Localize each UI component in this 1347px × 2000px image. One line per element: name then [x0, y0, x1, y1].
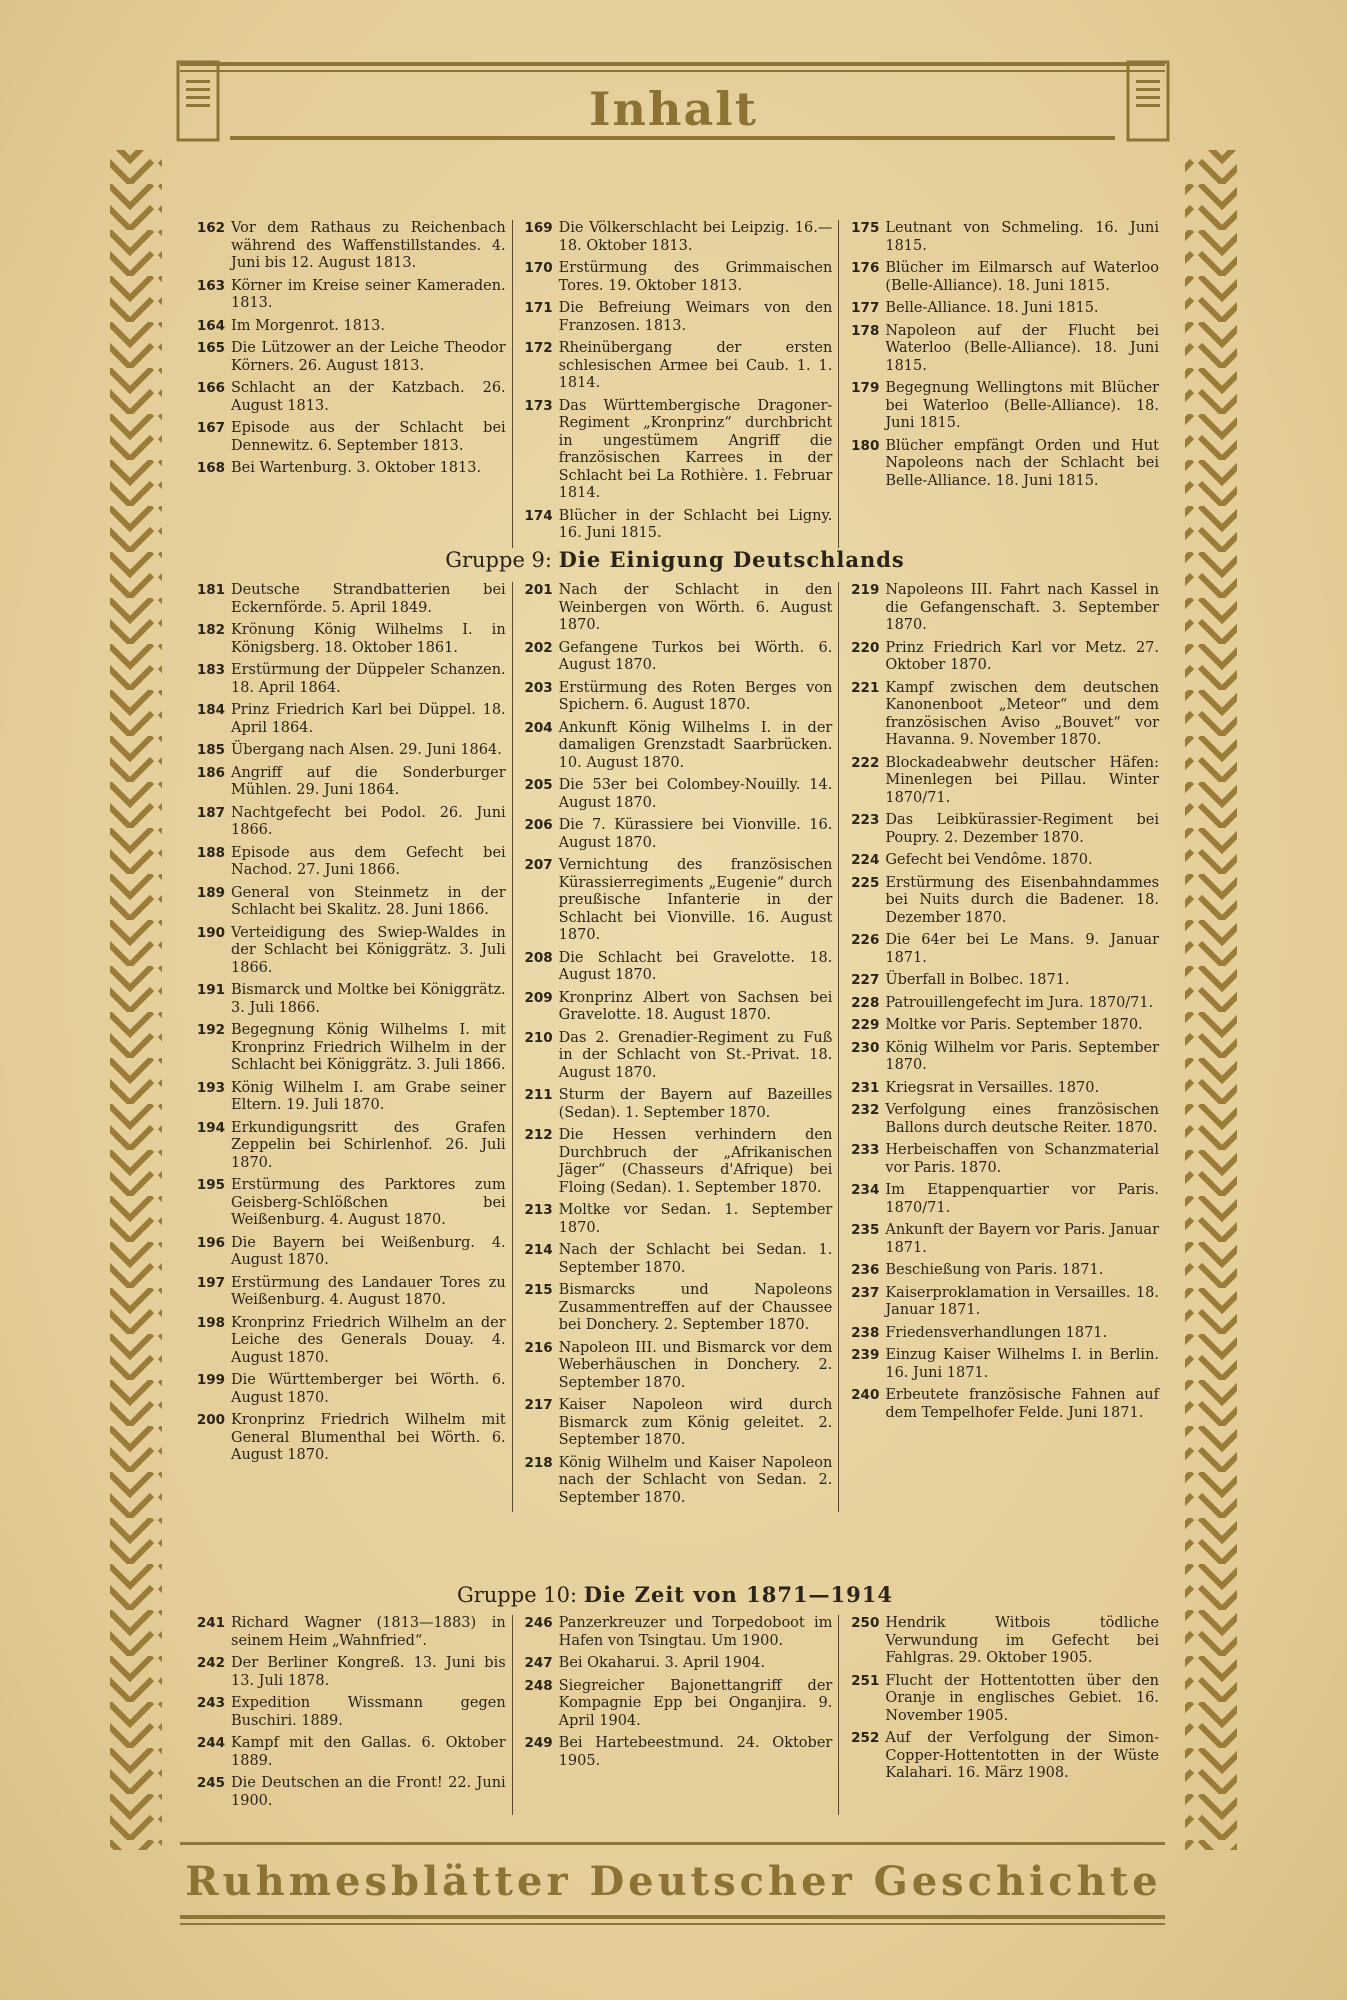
entry-number: 235 [851, 1222, 880, 1238]
entry-number: 192 [196, 1022, 225, 1038]
entry-number: 166 [196, 380, 225, 396]
entry-text: Erstürmung des Grimmaischen Tores. 19. Oktober 1813. [558, 260, 833, 294]
entry-number: 199 [196, 1372, 225, 1388]
entry-text: Blockadeabwehr deutscher Häfen: Minenlegen bei Pillau. Winter 1870/71. [885, 754, 1160, 806]
entry-text: Episode aus dem Gefecht bei Nachod. 27. Juni 1866. [231, 844, 506, 878]
entry-number: 196 [196, 1234, 225, 1251]
group9-section [185, 582, 1165, 1512]
entry-text: Bei Hartebeestmund. 24. Oktober 1905. [558, 1735, 833, 1769]
entry-text: Expedition Wissmann gegen Buschiri. 1889. [231, 1695, 506, 1729]
entry-text: Napoleons III. Fahrt nach Kassel in die Gefangenschaft. 3. September 1870. [885, 582, 1160, 633]
entry-text: Die Völkerschlacht bei Leipzig. 16.—18. Oktober 1813. [558, 220, 833, 254]
toc-entry [845, 1040, 1159, 1075]
toc-entry [191, 662, 506, 697]
entry-text: Die Schlacht bei Gravelotte. 18. August 1870. [558, 949, 833, 983]
toc-entry [191, 885, 506, 920]
entry-text: Napoleon III. und Bismarck vor dem Weberhäuschen in Donchery. 2. September 1870. [558, 1339, 833, 1391]
entry-text: Blücher im Eilmarsch auf Waterloo (Belle-Alliance). 18. Juni 1815. [885, 260, 1160, 294]
toc-entry [519, 1030, 833, 1083]
toc-column [838, 220, 1165, 548]
toc-entry [191, 622, 506, 657]
entry-number: 207 [524, 857, 553, 873]
toc-entry [845, 995, 1159, 1013]
entry-number: 181 [196, 582, 225, 598]
entry-text: Die Befreiung Weimars von den Franzosen. 1813. [558, 300, 833, 334]
entry-text: Begegnung König Wilhelms I. mit Kronprinz Friedrich Wilhelm in der Schlacht bei Königgrätz. 3. Juli 1866. [231, 1022, 506, 1073]
toc-entry [191, 1695, 506, 1730]
entry-text: Herbeischaffen von Schanzmaterial vor Paris. 1870. [885, 1142, 1160, 1176]
toc-entry [845, 1673, 1159, 1726]
entry-text: Ankunft König Wilhelms I. in der damaligen Grenzstadt Saarbrücken. 10. August 1870. [558, 719, 833, 771]
toc-entry [191, 765, 506, 800]
entry-number: 250 [851, 1615, 880, 1631]
entry-number: 209 [524, 989, 553, 1006]
toc-entry [519, 260, 833, 295]
entry-number: 162 [196, 220, 225, 236]
entry-number: 228 [851, 994, 880, 1011]
entry-text: Verfolgung eines französischen Ballons durch deutsche Reiter. 1870. [885, 1102, 1160, 1136]
toc-entry [519, 1282, 833, 1335]
entry-text: Krönung König Wilhelms I. in Königsberg. 18. Oktober 1861. [231, 622, 506, 656]
toc-entry [845, 300, 1159, 318]
entry-number: 189 [196, 884, 225, 901]
entry-number: 252 [851, 1730, 880, 1746]
entry-text: Nach der Schlacht bei Sedan. 1. September 1870. [558, 1242, 833, 1276]
toc-entry [845, 1080, 1159, 1098]
group10-label: Gruppe 10: [456, 1583, 578, 1607]
entry-number: 225 [851, 874, 880, 891]
entry-number: 242 [196, 1655, 225, 1671]
entry-text: Siegreicher Bajonettangriff der Kompagnie Epp bei Onganjira. 9. April 1904. [558, 1677, 833, 1729]
toc-entry [519, 680, 833, 715]
toc-entry [845, 972, 1159, 990]
toc-entry [191, 845, 506, 880]
entry-text: Beschießung von Paris. 1871. [885, 1262, 1104, 1278]
entry-number: 208 [524, 949, 553, 966]
entry-text: Belle-Alliance. 18. Juni 1815. [885, 300, 1099, 316]
toc-entry [519, 950, 833, 985]
entry-text: Kaiserproklamation in Versailles. 18. Januar 1871. [885, 1284, 1160, 1318]
entry-text: Das Württembergische Dragoner-Regiment „Kronprinz“ durchbricht in ungestümem Angriff die französischen Karrees in der Schlacht bei La Rothière. 1. Februar 1814. [558, 397, 833, 501]
toc-entry [519, 1242, 833, 1277]
toc-entry [191, 318, 506, 336]
page-title: Inhalt [589, 82, 758, 136]
entry-text: Die 7. Kürassiere bei Vionville. 16. August 1870. [558, 817, 833, 851]
entry-text: Einzug Kaiser Wilhelms I. in Berlin. 16. Juni 1871. [885, 1347, 1160, 1381]
toc-entry [191, 1735, 506, 1770]
toc-entry [191, 220, 506, 273]
toc-entry [191, 278, 506, 313]
toc-entry [519, 1127, 833, 1197]
toc-entry [519, 582, 833, 635]
toc-column [185, 582, 512, 1512]
toc-entry [845, 875, 1159, 928]
entry-text: Im Etappenquartier vor Paris. 1870/71. [885, 1182, 1160, 1216]
toc-entry [845, 1347, 1159, 1382]
entry-text: Die Württemberger bei Wörth. 6. August 1870. [231, 1372, 506, 1406]
group9-heading [185, 545, 1165, 575]
toc-entry [519, 508, 833, 543]
toc-entry [191, 582, 506, 617]
bottom-rule [180, 1842, 1165, 1845]
entry-text: Blücher empfängt Orden und Hut Napoleons nach der Schlacht bei Belle-Alliance. 18. Juni 1815. [885, 437, 1160, 489]
entry-number: 186 [196, 764, 225, 781]
entry-text: Bismarck und Moltke bei Königgrätz. 3. Juli 1866. [231, 982, 506, 1016]
toc-entry [845, 680, 1159, 750]
toc-entry [191, 460, 506, 478]
entry-number: 236 [851, 1262, 880, 1278]
toc-entry [519, 1678, 833, 1731]
toc-entry [519, 1655, 833, 1673]
entry-number: 246 [524, 1615, 553, 1631]
toc-entry [845, 323, 1159, 376]
entry-text: Richard Wagner (1813—1883) in seinem Heim „Wahnfried“. [231, 1615, 506, 1649]
entry-number: 169 [524, 220, 553, 236]
entry-number: 206 [524, 817, 553, 833]
entry-text: Erbeutete französische Fahnen auf dem Tempelhofer Felde. Juni 1871. [885, 1387, 1160, 1421]
group10-title: Die Zeit von 1871—1914 [583, 1582, 894, 1607]
toc-entry [191, 420, 506, 455]
entry-number: 222 [851, 754, 880, 771]
entry-text: Rheinübergang der ersten schlesischen Armee bei Caub. 1. 1. 1814. [558, 340, 833, 391]
toc-entry [519, 1615, 833, 1650]
entry-number: 191 [196, 982, 225, 998]
entry-text: König Wilhelm I. am Grabe seiner Eltern. 19. Juli 1870. [231, 1079, 506, 1113]
entry-number: 202 [524, 639, 553, 656]
toc-entry [191, 1775, 506, 1810]
toc-entry [845, 1325, 1159, 1343]
entry-text: Moltke vor Paris. September 1870. [885, 1017, 1143, 1033]
entry-number: 241 [196, 1615, 225, 1631]
entry-number: 216 [524, 1339, 553, 1356]
toc-entry [519, 398, 833, 503]
entry-number: 210 [524, 1029, 553, 1046]
entry-text: Das 2. Grenadier-Regiment zu Fuß in der Schlacht von St.-Privat. 18. August 1870. [558, 1029, 833, 1081]
entry-number: 221 [851, 679, 880, 696]
entry-number: 249 [524, 1735, 553, 1751]
toc-entry [845, 1285, 1159, 1320]
entry-text: Das Leibkürassier-Regiment bei Poupry. 2. Dezember 1870. [885, 812, 1160, 846]
entry-text: Kriegsrat in Versailles. 1870. [885, 1079, 1100, 1096]
toc-entry [845, 1387, 1159, 1422]
toc-entry [845, 1142, 1159, 1177]
toc-entry [519, 777, 833, 812]
toc-entry [519, 1087, 833, 1122]
entry-number: 170 [524, 260, 553, 276]
toc-entry [519, 990, 833, 1025]
entry-text: Leutnant von Schmeling. 16. Juni 1815. [885, 220, 1160, 254]
entry-text: Gefecht bei Vendôme. 1870. [885, 852, 1093, 868]
entry-number: 203 [524, 679, 553, 696]
entry-number: 212 [524, 1127, 553, 1143]
entry-number: 183 [196, 662, 225, 678]
entry-number: 171 [524, 300, 553, 316]
entry-text: Kronprinz Albert von Sachsen bei Gravelotte. 18. August 1870. [558, 989, 833, 1023]
entry-text: Kampf zwischen dem deutschen Kanonenboot „Meteor“ und dem französischen Aviso „Bouvet“ vor Havanna. 9. November 1870. [885, 679, 1160, 748]
entry-text: Patrouillengefecht im Jura. 1870/71. [885, 994, 1154, 1011]
entry-number: 198 [196, 1314, 225, 1331]
entry-number: 245 [196, 1775, 225, 1791]
entry-number: 179 [851, 380, 880, 396]
entry-text: Erstürmung des Eisenbahndammes bei Nuits durch die Badener. 18. Dezember 1870. [885, 874, 1160, 926]
toc-entry [191, 380, 506, 415]
entry-number: 224 [851, 852, 880, 868]
entry-number: 227 [851, 972, 880, 988]
entry-text: Erstürmung des Parktores zum Geisberg-Schlößchen bei Weißenburg. 4. August 1870. [231, 1177, 506, 1228]
entry-number: 187 [196, 804, 225, 821]
entry-number: 180 [851, 437, 880, 454]
entry-number: 223 [851, 812, 880, 828]
toc-entry [519, 640, 833, 675]
entry-text: Die Bayern bei Weißenburg. 4. August 1870. [231, 1234, 506, 1268]
toc-column [185, 220, 512, 548]
toc-entry [845, 1102, 1159, 1137]
toc-entry [191, 1275, 506, 1310]
entry-number: 234 [851, 1182, 880, 1198]
entry-text: Schlacht an der Katzbach. 26. August 1813. [231, 380, 506, 414]
entry-text: Vor dem Rathaus zu Reichenbach während des Waffenstillstandes. 4. Juni bis 12. August 1813. [231, 220, 506, 271]
entry-text: General von Steinmetz in der Schlacht bei Skalitz. 28. Juni 1866. [231, 884, 506, 918]
entry-number: 184 [196, 702, 225, 718]
entry-number: 177 [851, 300, 880, 316]
toc-entry [519, 220, 833, 255]
entry-number: 175 [851, 220, 880, 236]
entry-number: 193 [196, 1079, 225, 1096]
entry-text: Die 64er bei Le Mans. 9. Januar 1871. [885, 932, 1160, 966]
toc-entry [191, 340, 506, 375]
entry-text: Übergang nach Alsen. 29. Juni 1864. [231, 742, 502, 758]
toc-entry [845, 1222, 1159, 1257]
entry-text: Bei Okaharui. 3. April 1904. [558, 1655, 766, 1671]
entry-number: 172 [524, 340, 553, 356]
toc-column [185, 1615, 512, 1815]
toc-entry [191, 1315, 506, 1368]
entry-number: 239 [851, 1347, 880, 1363]
entry-number: 237 [851, 1284, 880, 1301]
entry-number: 190 [196, 924, 225, 941]
entry-text: König Wilhelm und Kaiser Napoleon nach der Schlacht von Sedan. 2. September 1870. [558, 1454, 833, 1506]
entry-number: 165 [196, 340, 225, 356]
entry-text: Bei Wartenburg. 3. Oktober 1813. [231, 460, 482, 476]
top-section [185, 220, 1165, 548]
entry-number: 226 [851, 932, 880, 948]
toc-entry [519, 1397, 833, 1450]
entry-number: 244 [196, 1735, 225, 1751]
entry-text: Friedensverhandlungen 1871. [885, 1324, 1108, 1341]
toc-entry [845, 932, 1159, 967]
group9-label: Gruppe 9: [445, 548, 552, 572]
entry-number: 164 [196, 317, 225, 334]
entry-text: Gefangene Turkos bei Wörth. 6. August 1870. [558, 639, 833, 673]
toc-entry [191, 742, 506, 760]
entry-text: Prinz Friedrich Karl bei Düppel. 18. April 1864. [231, 702, 506, 736]
entry-number: 176 [851, 260, 880, 276]
left-chevron-border [110, 150, 162, 1850]
entry-number: 182 [196, 622, 225, 638]
entry-number: 214 [524, 1242, 553, 1258]
toc-entry [519, 300, 833, 335]
toc-column [512, 1615, 839, 1815]
entry-number: 204 [524, 719, 553, 736]
entry-text: Erkundigungsritt des Grafen Zeppelin bei Schirlenhof. 26. Juli 1870. [231, 1119, 506, 1171]
toc-entry [191, 1120, 506, 1173]
entry-text: Flucht der Hottentotten über den Oranje in englisches Gebiet. 16. November 1905. [885, 1672, 1160, 1724]
toc-entry [519, 817, 833, 852]
entry-number: 217 [524, 1397, 553, 1413]
entry-text: Der Berliner Kongreß. 13. Juni bis 13. Juli 1878. [231, 1655, 506, 1689]
entry-text: Kampf mit den Gallas. 6. Oktober 1889. [231, 1735, 506, 1769]
toc-entry [845, 812, 1159, 847]
entry-number: 194 [196, 1119, 225, 1136]
entry-text: Erstürmung des Roten Berges von Spichern. 6. August 1870. [558, 679, 833, 713]
group10-section [185, 1615, 1165, 1815]
toc-entry [845, 1262, 1159, 1280]
group10-heading [185, 1580, 1165, 1610]
right-chevron-border [1185, 150, 1237, 1850]
entry-text: Bismarcks und Napoleons Zusammentreffen auf der Chaussee bei Donchery. 2. September 1870. [558, 1282, 833, 1333]
toc-entry [191, 805, 506, 840]
entry-number: 178 [851, 322, 880, 339]
entry-text: Napoleon auf der Flucht bei Waterloo (Belle-Alliance). 18. Juni 1815. [885, 322, 1160, 374]
toc-entry [519, 1735, 833, 1770]
entry-text: König Wilhelm vor Paris. September 1870. [885, 1039, 1160, 1073]
entry-number: 211 [524, 1087, 553, 1103]
toc-entry [519, 720, 833, 773]
toc-entry [519, 1202, 833, 1237]
entry-number: 248 [524, 1677, 553, 1694]
entry-text: Nach der Schlacht in den Weinbergen von Wörth. 6. August 1870. [558, 582, 833, 633]
toc-entry [519, 1455, 833, 1508]
entry-number: 230 [851, 1039, 880, 1056]
toc-entry [191, 982, 506, 1017]
entry-text: Überfall in Bolbec. 1871. [885, 972, 1070, 988]
entry-text: Körner im Kreise seiner Kameraden. 1813. [231, 277, 506, 311]
entry-text: Kronprinz Friedrich Wilhelm an der Leiche des Generals Douay. 4. August 1870. [231, 1314, 506, 1366]
entry-number: 232 [851, 1102, 880, 1118]
entry-text: Begegnung Wellingtons mit Blücher bei Waterloo (Belle-Alliance). 18. Juni 1815. [885, 380, 1160, 431]
entry-text: Im Morgenrot. 1813. [231, 317, 386, 334]
entry-number: 240 [851, 1387, 880, 1403]
toc-entry [191, 1412, 506, 1465]
entry-number: 185 [196, 742, 225, 758]
entry-number: 215 [524, 1282, 553, 1298]
toc-entry [191, 1235, 506, 1270]
entry-number: 197 [196, 1274, 225, 1291]
entry-text: Erstürmung des Landauer Tores zu Weißenburg. 4. August 1870. [231, 1274, 506, 1308]
toc-column [512, 582, 839, 1512]
entry-number: 231 [851, 1079, 880, 1096]
toc-entry [845, 755, 1159, 808]
toc-entry [191, 1177, 506, 1230]
entry-text: Deutsche Strandbatterien bei Eckernförde. 5. April 1849. [231, 582, 506, 616]
entry-number: 243 [196, 1695, 225, 1711]
entry-number: 168 [196, 460, 225, 476]
toc-entry [845, 852, 1159, 870]
toc-entry [845, 640, 1159, 675]
entry-text: Nachtgefecht bei Podol. 26. Juni 1866. [231, 804, 506, 838]
toc-entry [191, 1655, 506, 1690]
entry-number: 251 [851, 1672, 880, 1689]
entry-number: 219 [851, 582, 880, 598]
entry-text: Die Deutschen an die Front! 22. Juni 1900. [231, 1775, 506, 1809]
toc-entry [845, 1615, 1159, 1668]
entry-text: Die Lützower an der Leiche Theodor Körners. 26. August 1813. [231, 340, 506, 374]
entry-text: Verteidigung des Swiep-Waldes in der Schlacht bei Königgrätz. 3. Juli 1866. [231, 924, 506, 976]
toc-entry [519, 1340, 833, 1393]
entry-text: Die 53er bei Colombey-Nouilly. 14. August 1870. [558, 777, 833, 811]
toc-entry [191, 1615, 506, 1650]
entry-number: 195 [196, 1177, 225, 1193]
entry-text: Kaiser Napoleon wird durch Bismarck zum König geleitet. 2. September 1870. [558, 1397, 833, 1448]
toc-column [838, 582, 1165, 1512]
entry-number: 205 [524, 777, 553, 793]
entry-text: Angriff auf die Sonderburger Mühlen. 29. Juni 1864. [231, 764, 506, 798]
toc-entry [845, 380, 1159, 433]
entry-text: Prinz Friedrich Karl vor Metz. 27. Oktober 1870. [885, 639, 1160, 673]
entry-text: Panzerkreuzer und Torpedoboot im Hafen von Tsingtau. Um 1900. [558, 1615, 833, 1649]
entry-number: 220 [851, 639, 880, 656]
entry-text: Kronprinz Friedrich Wilhelm mit General Blumenthal bei Wörth. 6. August 1870. [231, 1412, 506, 1463]
toc-entry [845, 1730, 1159, 1783]
toc-entry [845, 260, 1159, 295]
entry-number: 167 [196, 420, 225, 436]
footer-title: Ruhmesblätter Deutscher Geschichte [185, 1858, 1162, 1905]
toc-entry [191, 702, 506, 737]
entry-number: 238 [851, 1324, 880, 1341]
toc-entry [845, 220, 1159, 255]
entry-text: Episode aus der Schlacht bei Dennewitz. 6. September 1813. [231, 420, 506, 454]
entry-text: Die Hessen verhindern den Durchbruch der „Afrikanischen Jäger“ (Chasseurs d'Afrique) bei Floing (Sedan). 1. September 1870. [558, 1127, 833, 1196]
toc-entry [191, 1022, 506, 1075]
toc-column [838, 1615, 1165, 1815]
toc-entry [845, 1182, 1159, 1217]
entry-number: 247 [524, 1655, 553, 1671]
entry-text: Auf der Verfolgung der Simon-Copper-Hottentotten in der Wüste Kalahari. 16. März 1908. [885, 1730, 1160, 1781]
entry-text: Hendrik Witbois tödliche Verwundung im Gefecht bei Fahlgras. 29. Oktober 1905. [885, 1615, 1160, 1666]
entry-text: Vernichtung des französischen Kürassierregiments „Eugenie“ durch preußische Infanterie in der Schlacht bei Vionville. 16. August 1870. [558, 857, 833, 943]
entry-number: 229 [851, 1017, 880, 1033]
toc-entry [519, 857, 833, 945]
group9-title: Die Einigung Deutschlands [558, 547, 905, 572]
toc-entry [191, 1372, 506, 1407]
entry-number: 173 [524, 397, 553, 414]
toc-entry [845, 438, 1159, 491]
entry-text: Sturm der Bayern auf Bazeilles (Sedan). 1. September 1870. [558, 1087, 833, 1121]
toc-column [512, 220, 839, 548]
entry-number: 218 [524, 1454, 553, 1471]
entry-text: Erstürmung der Düppeler Schanzen. 18. April 1864. [231, 662, 506, 696]
entry-text: Ankunft der Bayern vor Paris. Januar 1871. [885, 1222, 1160, 1256]
entry-number: 174 [524, 507, 553, 524]
entry-number: 188 [196, 844, 225, 861]
toc-entry [845, 582, 1159, 635]
entry-number: 201 [524, 582, 553, 598]
toc-entry [845, 1017, 1159, 1035]
toc-entry [191, 925, 506, 978]
entry-text: Blücher in der Schlacht bei Ligny. 16. Juni 1815. [558, 507, 833, 541]
entry-number: 213 [524, 1202, 553, 1218]
entry-number: 163 [196, 277, 225, 294]
entry-number: 233 [851, 1142, 880, 1158]
toc-entry [191, 1080, 506, 1115]
entry-text: Moltke vor Sedan. 1. September 1870. [558, 1202, 833, 1236]
toc-entry [519, 340, 833, 393]
top-rule [180, 62, 1165, 66]
entry-number: 200 [196, 1412, 225, 1428]
